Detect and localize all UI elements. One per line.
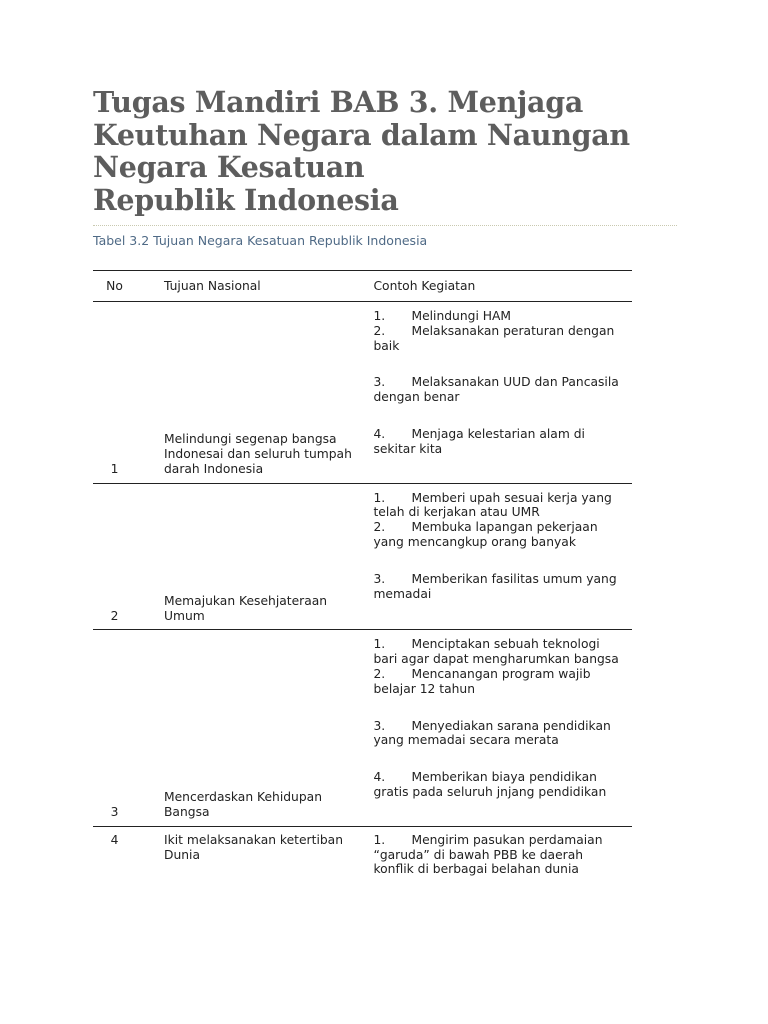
example-item: 1. Memberi upah sesuai kerja yang telah di kerjakan atau UMR: [373, 490, 612, 520]
example-item: 1. Melindungi HAM: [373, 309, 512, 323]
example-item: 3. Menyediakan sarana pendidikan yang memadai secara merata: [373, 718, 611, 748]
header-contoh: Contoh Kegiatan: [373, 278, 476, 293]
row-number: 1: [110, 461, 119, 476]
row-goal: Memajukan Kesehjateraan Umum: [164, 593, 328, 623]
title-divider: [93, 225, 677, 226]
example-item: 3. Melaksanakan UUD dan Pancasila dengan benar: [373, 375, 619, 405]
table-caption: Tabel 3.2 Tujuan Negara Kesatuan Republik Indonesia: [93, 233, 428, 248]
table-row: [93, 483, 632, 630]
example-item: 2. Melaksanakan peraturan dengan baik: [373, 323, 615, 353]
table-header-row: [93, 271, 632, 302]
table-row: [93, 826, 632, 883]
row-number: 3: [110, 804, 119, 819]
example-spacer: [373, 457, 624, 477]
row-examples: [373, 483, 632, 630]
goals-table: [93, 270, 632, 883]
example-item: 2. Mencanangan program wajib belajar 12 tahun: [373, 666, 591, 696]
example-spacer: [373, 800, 624, 820]
row-examples: [373, 630, 632, 826]
header-no: No: [106, 278, 123, 293]
example-item: 3. Memberikan fasilitas umum yang memadai: [373, 571, 617, 601]
row-number: 2: [110, 608, 119, 623]
page-title: Tugas Mandiri BAB 3. Menjaga Keutuhan Negara dalam Naungan Negara Kesatuan Republik Indonesia: [93, 85, 630, 217]
header-tujuan: Tujuan Nasional: [164, 278, 261, 293]
example-item: 1. Mengirim pasukan perdamaian “garuda” di bawah PBB ke daerah konflik di berbagai belahan dunia: [373, 832, 603, 877]
row-number: 4: [110, 832, 119, 847]
row-examples: [373, 826, 632, 883]
example-item: 4. Memberikan biaya pendidikan gratis pada seluruh jnjang pendidikan: [373, 770, 607, 799]
example-spacer: [373, 601, 624, 623]
row-examples: [373, 302, 632, 484]
table-row: [93, 630, 632, 826]
example-item: 1. Menciptakan sebuah teknologi bari agar dapat mengharumkan bangsa: [373, 637, 619, 667]
row-goal: Ikit melaksanakan ketertiban Dunia: [164, 832, 343, 862]
row-goal: Mencerdaskan Kehidupan Bangsa: [164, 790, 322, 819]
example-item: 2. Membuka lapangan pekerjaan yang mencangkup orang banyak: [373, 520, 598, 549]
table-row: [93, 302, 632, 484]
row-goal: Melindungi segenap bangsa Indonesai dan seluruh tumpah darah Indonesia: [164, 432, 352, 476]
example-item: 4. Menjaga kelestarian alam di sekitar kita: [373, 426, 585, 456]
